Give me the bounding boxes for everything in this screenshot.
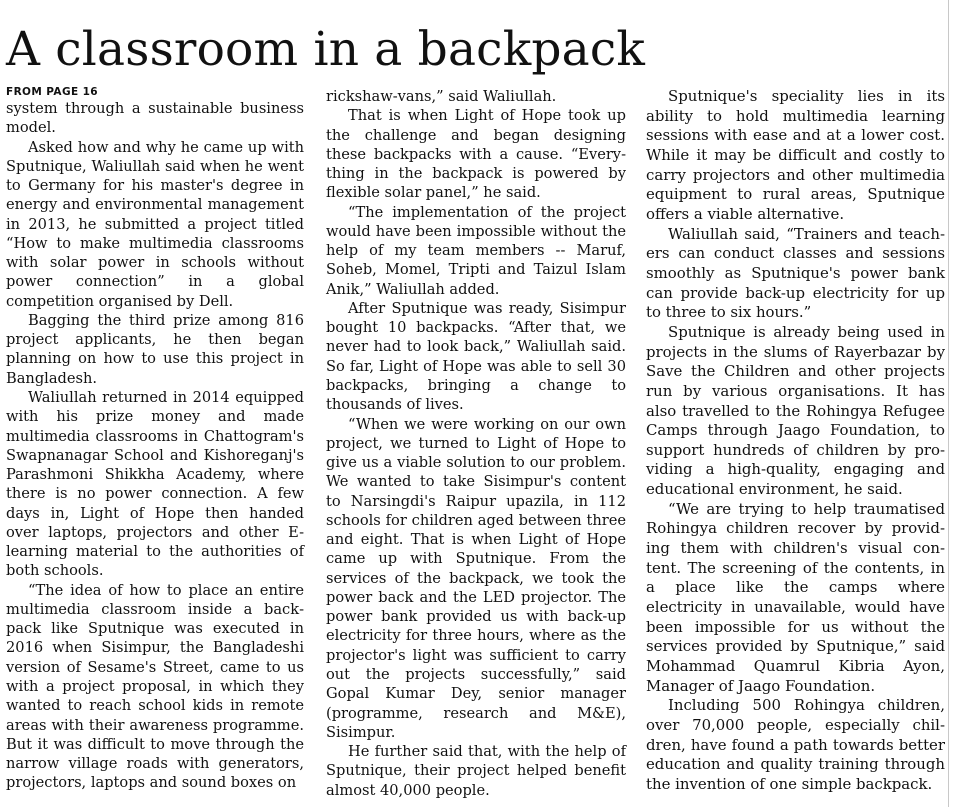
article-column-1	[6, 85, 304, 793]
paragraph: Sputnique's speciality lies in its ability to hold multimedia learning sessions with ease and at a lower cost. While it may be difficult and costly to carry projectors and other multimedia equipment to rural areas, Sputnique offers a viable alternative.	[646, 87, 945, 223]
paragraph: rickshaw-vans,” said Waliullah.	[326, 88, 557, 105]
headline: A classroom in a backpack	[6, 22, 646, 77]
paragraph: That is when Light of Hope took up the challenge and began designing these backpacks with a cause. “Everything in the backpack is powered by flexible solar panel,” he said.	[326, 107, 626, 202]
paragraph: Sputnique is already being used in projects in the slums of Rayerbazar by Save the Children and other projects run by various organisations. It has also travelled to the Rohingya Refugee Camps through Jaago Foundation, to support hundreds of children by providing a high-quality, engaging and educational environment, he said.	[646, 322, 945, 499]
paragraph: Bagging the third prize among 816 project applicants, he then began planning on how to use this project in Bangladesh.	[6, 311, 304, 387]
paragraph: system through a sustainable business model.	[6, 100, 304, 137]
page-edge-divider	[948, 0, 959, 807]
article-column-3	[646, 87, 945, 795]
paragraph: Waliullah returned in 2014 equipped with his prize money and made multimedia classrooms in Chattogram's Swapnanagar School and Kishoreganj's Parashmoni Shikkha Academy, where there is no power connection. A few days in, Light of Hope then handed over laptops, projectors and other E-learning material to the authorities of both schools.	[6, 388, 304, 580]
paragraph: He further said that, with the help of Sputnique, their project helped benefit almost 40,000 people.	[326, 743, 626, 799]
paragraph: After Sputnique was ready, Sisimpur bought 10 backpacks. “After that, we never had to look back,” Waliullah said. So far, Light of Hope was able to sell 30 backpacks, bringing a change to thousands of lives.	[326, 299, 626, 414]
paragraph: Asked how and why he came up with Sputnique, Waliullah said when he went to Germany for his master's degree in energy and environmental management in 2013, he submitted a project titled “How to make multimedia classrooms with solar power in schools without power connection” in a global competition organised by Dell.	[6, 138, 304, 310]
paragraph: Waliullah said, “Trainers and teachers can conduct classes and sessions smoothly as Sputnique's power bank can provide back-up electricity for up to three to six hours.”	[646, 224, 945, 322]
paragraph: “We are trying to help traumatised Rohingya children recover by providing them with children's visual content. The screening of the contents, in a place like the camps where electricity in unavailable, would have been impossible for us without the services provided by Sputnique,” said Mohammad Quamrul Kibria Ayon, Manager of Jaago Foundation.	[646, 499, 945, 695]
paragraph: Including 500 Rohingya children, over 70,000 people, especially children, have found a path towards better education and quality training through the invention of one simple backpack.	[646, 696, 945, 793]
continued-from-label: FROM PAGE 16	[6, 86, 99, 98]
paragraph: “The idea of how to place an entire multimedia classroom inside a backpack like Sputnique was executed in 2016 when Sisimpur, the Bangladeshi version of Sesame's Street, came to us with a project proposal, in which they wanted to reach school kids in remote areas with their awareness programme. But it was difficult to move through the narrow village roads with generators, projectors, laptops and sound boxes on	[6, 581, 304, 792]
paragraph: “The implementation of the project would have been impossible without the help of my team members -- Maruf, Soheb, Momel, Tripti and Taizul Islam Anik,” Waliullah added.	[326, 203, 626, 298]
paragraph: “When we were working on our own project, we turned to Light of Hope to give us a viable solution to our problem. We wanted to take Sisimpur's content to Narsingdi's Raipur upazila, in 112 schools for children aged between three and eight. That is when Light of Hope came up with Sputnique. From the services of the backpack, we took the power back and the LED projector. The power bank provided us with back-up electricity for three hours, where as the projector's light was sufficient to carry out the projects successfully,” said Gopal Kumar Dey, senior manager (programme, research and M&E), Sisimpur.	[326, 415, 626, 741]
article-column-2	[326, 87, 626, 800]
